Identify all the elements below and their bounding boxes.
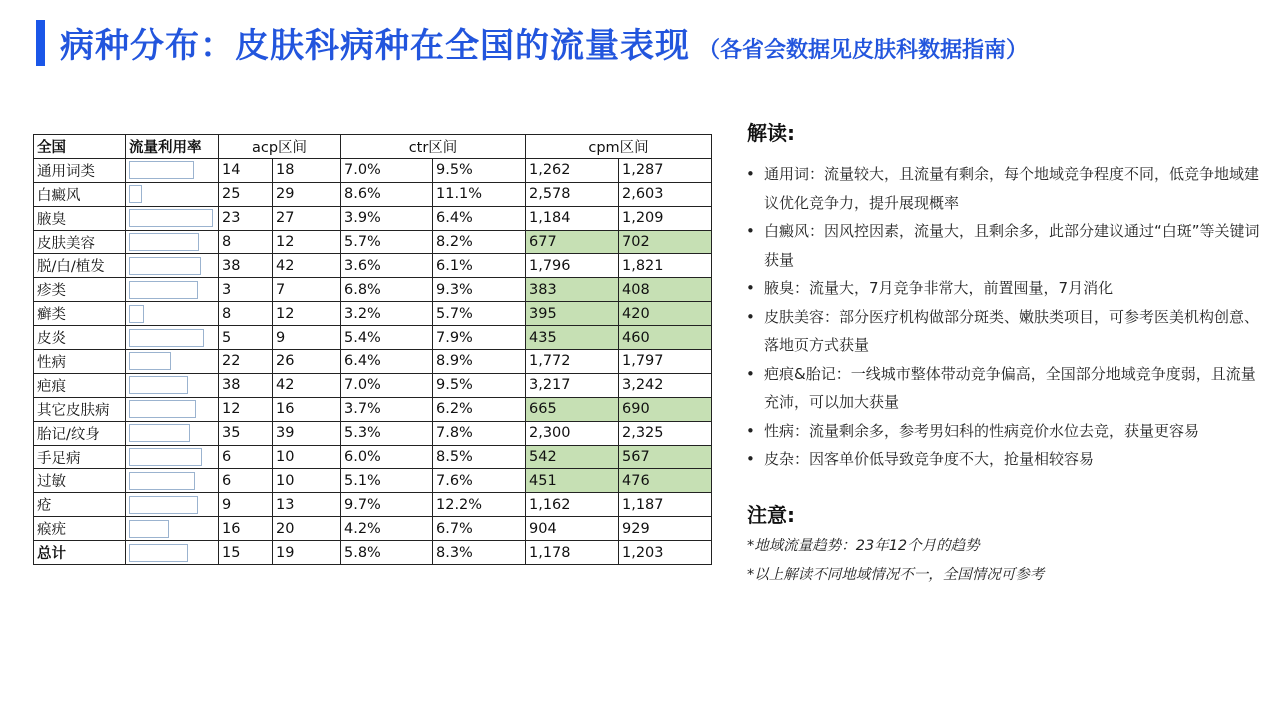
row-acp-high: 29 (273, 182, 341, 206)
usage-bar (129, 305, 144, 323)
row-ctr-high: 12.2% (433, 493, 526, 517)
footnote-2: *以上解读不同地域情况不一，全国情况可参考 (747, 567, 1045, 583)
footnote-1: *地域流量趋势：23年12个月的趋势 (747, 538, 980, 554)
row-cpm-high: 929 (619, 517, 712, 541)
row-cpm-high: 702 (619, 230, 712, 254)
row-cpm-low: 1,184 (526, 206, 619, 230)
table-row (34, 302, 712, 326)
usage-bar (129, 329, 204, 347)
row-ctr-high: 9.5% (433, 373, 526, 397)
row-category: 过敏 (34, 469, 126, 493)
row-ctr-low: 3.7% (341, 397, 433, 421)
row-usage-cell (126, 493, 219, 517)
row-cpm-low: 542 (526, 445, 619, 469)
row-acp-high: 12 (273, 230, 341, 254)
row-ctr-low: 6.0% (341, 445, 433, 469)
row-cpm-low: 677 (526, 230, 619, 254)
row-ctr-high: 11.1% (433, 182, 526, 206)
row-usage-cell (126, 302, 219, 326)
row-usage-cell (126, 206, 219, 230)
row-category: 疹类 (34, 278, 126, 302)
table-row (34, 493, 712, 517)
row-ctr-low: 8.6% (341, 182, 433, 206)
row-category: 皮肤美容 (34, 230, 126, 254)
row-ctr-high: 5.7% (433, 302, 526, 326)
row-ctr-high: 9.5% (433, 158, 526, 182)
row-acp-high: 19 (273, 541, 341, 565)
row-usage-cell (126, 445, 219, 469)
interpretation-item: • 性病：流量剩余多，参考男妇科的性病竞价水位去竞，获量更容易 (746, 417, 1261, 446)
interpretation-item: • 白癜风：因风控因素，流量大，且剩余多，此部分建议通过“白斑”等关键词获量 (746, 217, 1261, 274)
interpretation-item: • 皮杂：因客单价低导致竞争度不大，抢量相较容易 (746, 445, 1261, 474)
row-ctr-low: 4.2% (341, 517, 433, 541)
row-acp-low: 16 (219, 517, 273, 541)
row-ctr-high: 9.3% (433, 278, 526, 302)
row-ctr-low: 7.0% (341, 373, 433, 397)
row-category: 白癜风 (34, 182, 126, 206)
table-row (34, 158, 712, 182)
usage-bar (129, 472, 195, 490)
row-usage-cell (126, 254, 219, 278)
row-cpm-high: 2,603 (619, 182, 712, 206)
page-title-main: 病种分布：皮肤科病种在全国的流量表现 (60, 26, 690, 66)
row-acp-low: 38 (219, 254, 273, 278)
notes-heading: 注意: (747, 503, 795, 527)
table-row (34, 469, 712, 493)
row-acp-low: 14 (219, 158, 273, 182)
row-acp-low: 12 (219, 397, 273, 421)
interpretation-item: • 皮肤美容：部分医疗机构做部分斑类、嫩肤类项目，可参考医美机构创意、落地页方式获量 (746, 303, 1261, 360)
row-usage-cell (126, 421, 219, 445)
row-acp-high: 12 (273, 302, 341, 326)
row-ctr-low: 6.4% (341, 350, 433, 374)
interpretation-list (746, 160, 1261, 474)
table-row (34, 182, 712, 206)
row-ctr-low: 7.0% (341, 158, 433, 182)
row-acp-low: 5 (219, 326, 273, 350)
usage-bar (129, 281, 198, 299)
row-cpm-low: 904 (526, 517, 619, 541)
row-cpm-low: 435 (526, 326, 619, 350)
traffic-table (33, 134, 712, 565)
row-ctr-high: 7.6% (433, 469, 526, 493)
row-category: 腋臭 (34, 206, 126, 230)
row-ctr-high: 7.8% (433, 421, 526, 445)
table-row (34, 445, 712, 469)
row-ctr-low: 5.7% (341, 230, 433, 254)
row-acp-low: 38 (219, 373, 273, 397)
row-acp-high: 26 (273, 350, 341, 374)
row-acp-low: 6 (219, 445, 273, 469)
row-category: 脱/白/植发 (34, 254, 126, 278)
row-cpm-high: 690 (619, 397, 712, 421)
row-usage-cell (126, 350, 219, 374)
usage-bar (129, 352, 171, 370)
usage-bar (129, 257, 201, 275)
row-category: 皮炎 (34, 326, 126, 350)
header-usage: 流量利用率 (126, 135, 219, 159)
row-cpm-high: 567 (619, 445, 712, 469)
row-acp-high: 10 (273, 469, 341, 493)
row-ctr-high: 6.2% (433, 397, 526, 421)
row-cpm-high: 1,203 (619, 541, 712, 565)
table-row (34, 373, 712, 397)
row-ctr-low: 3.6% (341, 254, 433, 278)
row-cpm-high: 1,797 (619, 350, 712, 374)
row-cpm-low: 2,300 (526, 421, 619, 445)
row-acp-high: 18 (273, 158, 341, 182)
usage-bar (129, 496, 198, 514)
row-acp-high: 9 (273, 326, 341, 350)
row-ctr-low: 5.4% (341, 326, 433, 350)
header-ctr: ctr区间 (341, 135, 526, 159)
usage-bar (129, 448, 202, 466)
row-category: 瘊疣 (34, 517, 126, 541)
row-ctr-low: 3.2% (341, 302, 433, 326)
row-usage-cell (126, 469, 219, 493)
row-ctr-low: 5.3% (341, 421, 433, 445)
row-acp-low: 15 (219, 541, 273, 565)
usage-bar (129, 376, 188, 394)
table-row (34, 541, 712, 565)
row-acp-high: 7 (273, 278, 341, 302)
row-usage-cell (126, 158, 219, 182)
row-cpm-high: 3,242 (619, 373, 712, 397)
row-category: 其它皮肤病 (34, 397, 126, 421)
row-ctr-high: 7.9% (433, 326, 526, 350)
row-acp-low: 25 (219, 182, 273, 206)
row-usage-cell (126, 397, 219, 421)
row-cpm-high: 1,287 (619, 158, 712, 182)
row-ctr-high: 6.7% (433, 517, 526, 541)
table-header-row (34, 135, 712, 159)
row-ctr-low: 3.9% (341, 206, 433, 230)
usage-bar (129, 520, 169, 538)
interpretation-item: • 通用词：流量较大，且流量有剩余，每个地域竞争程度不同，低竞争地域建议优化竞争力，提升展现概率 (746, 160, 1261, 217)
header-cpm: cpm区间 (526, 135, 712, 159)
row-cpm-high: 1,187 (619, 493, 712, 517)
title-accent-bar (36, 20, 45, 66)
table-row (34, 350, 712, 374)
table-row (34, 517, 712, 541)
row-acp-low: 8 (219, 230, 273, 254)
page-title-sub: （各省会数据见皮肤科数据指南） (698, 38, 1029, 63)
row-cpm-low: 1,162 (526, 493, 619, 517)
row-ctr-low: 5.8% (341, 541, 433, 565)
row-acp-high: 39 (273, 421, 341, 445)
page-title (60, 18, 1028, 67)
row-ctr-high: 6.4% (433, 206, 526, 230)
row-acp-high: 20 (273, 517, 341, 541)
interpretation-heading: 解读: (747, 121, 795, 145)
row-cpm-high: 476 (619, 469, 712, 493)
row-category: 胎记/纹身 (34, 421, 126, 445)
row-cpm-high: 2,325 (619, 421, 712, 445)
usage-bar (129, 544, 188, 562)
row-acp-low: 35 (219, 421, 273, 445)
row-ctr-low: 6.8% (341, 278, 433, 302)
row-cpm-low: 1,796 (526, 254, 619, 278)
row-ctr-high: 8.9% (433, 350, 526, 374)
interpretation-item: • 腋臭：流量大，7月竞争非常大，前置囤量，7月消化 (746, 274, 1261, 303)
row-cpm-low: 665 (526, 397, 619, 421)
row-category: 癣类 (34, 302, 126, 326)
row-category: 手足病 (34, 445, 126, 469)
row-acp-low: 9 (219, 493, 273, 517)
row-ctr-high: 8.2% (433, 230, 526, 254)
row-ctr-high: 6.1% (433, 254, 526, 278)
row-usage-cell (126, 182, 219, 206)
row-ctr-high: 8.5% (433, 445, 526, 469)
row-usage-cell (126, 541, 219, 565)
row-cpm-high: 420 (619, 302, 712, 326)
row-cpm-low: 1,262 (526, 158, 619, 182)
row-acp-high: 10 (273, 445, 341, 469)
row-ctr-high: 8.3% (433, 541, 526, 565)
header-region: 全国 (34, 135, 126, 159)
row-acp-low: 6 (219, 469, 273, 493)
row-acp-high: 42 (273, 373, 341, 397)
row-cpm-high: 408 (619, 278, 712, 302)
row-cpm-low: 2,578 (526, 182, 619, 206)
row-cpm-low: 395 (526, 302, 619, 326)
row-cpm-high: 1,209 (619, 206, 712, 230)
usage-bar (129, 161, 194, 179)
row-acp-low: 8 (219, 302, 273, 326)
row-ctr-low: 9.7% (341, 493, 433, 517)
table-row (34, 326, 712, 350)
row-category: 疮 (34, 493, 126, 517)
row-cpm-low: 451 (526, 469, 619, 493)
table-row (34, 421, 712, 445)
row-usage-cell (126, 373, 219, 397)
interpretation-item: • 疤痕&胎记：一线城市整体带动竞争偏高，全国部分地域竞争度弱，且流量充沛，可以加大获量 (746, 360, 1261, 417)
table-row (34, 230, 712, 254)
row-category: 性病 (34, 350, 126, 374)
row-cpm-high: 460 (619, 326, 712, 350)
row-cpm-low: 1,178 (526, 541, 619, 565)
row-category: 疤痕 (34, 373, 126, 397)
row-ctr-low: 5.1% (341, 469, 433, 493)
header-acp: acp区间 (219, 135, 341, 159)
row-cpm-low: 3,217 (526, 373, 619, 397)
usage-bar (129, 424, 190, 442)
row-acp-low: 3 (219, 278, 273, 302)
usage-bar (129, 209, 213, 227)
row-acp-high: 16 (273, 397, 341, 421)
row-acp-high: 42 (273, 254, 341, 278)
usage-bar (129, 233, 199, 251)
row-acp-low: 23 (219, 206, 273, 230)
row-usage-cell (126, 230, 219, 254)
row-acp-high: 27 (273, 206, 341, 230)
row-cpm-low: 1,772 (526, 350, 619, 374)
row-category: 通用词类 (34, 158, 126, 182)
row-acp-low: 22 (219, 350, 273, 374)
usage-bar (129, 185, 142, 203)
table-row (34, 397, 712, 421)
table-row (34, 206, 712, 230)
row-cpm-low: 383 (526, 278, 619, 302)
row-category: 总计 (34, 541, 126, 565)
row-cpm-high: 1,821 (619, 254, 712, 278)
row-usage-cell (126, 278, 219, 302)
table-body (34, 158, 712, 564)
row-usage-cell (126, 326, 219, 350)
usage-bar (129, 400, 196, 418)
row-usage-cell (126, 517, 219, 541)
table-row (34, 278, 712, 302)
table-row (34, 254, 712, 278)
row-acp-high: 13 (273, 493, 341, 517)
